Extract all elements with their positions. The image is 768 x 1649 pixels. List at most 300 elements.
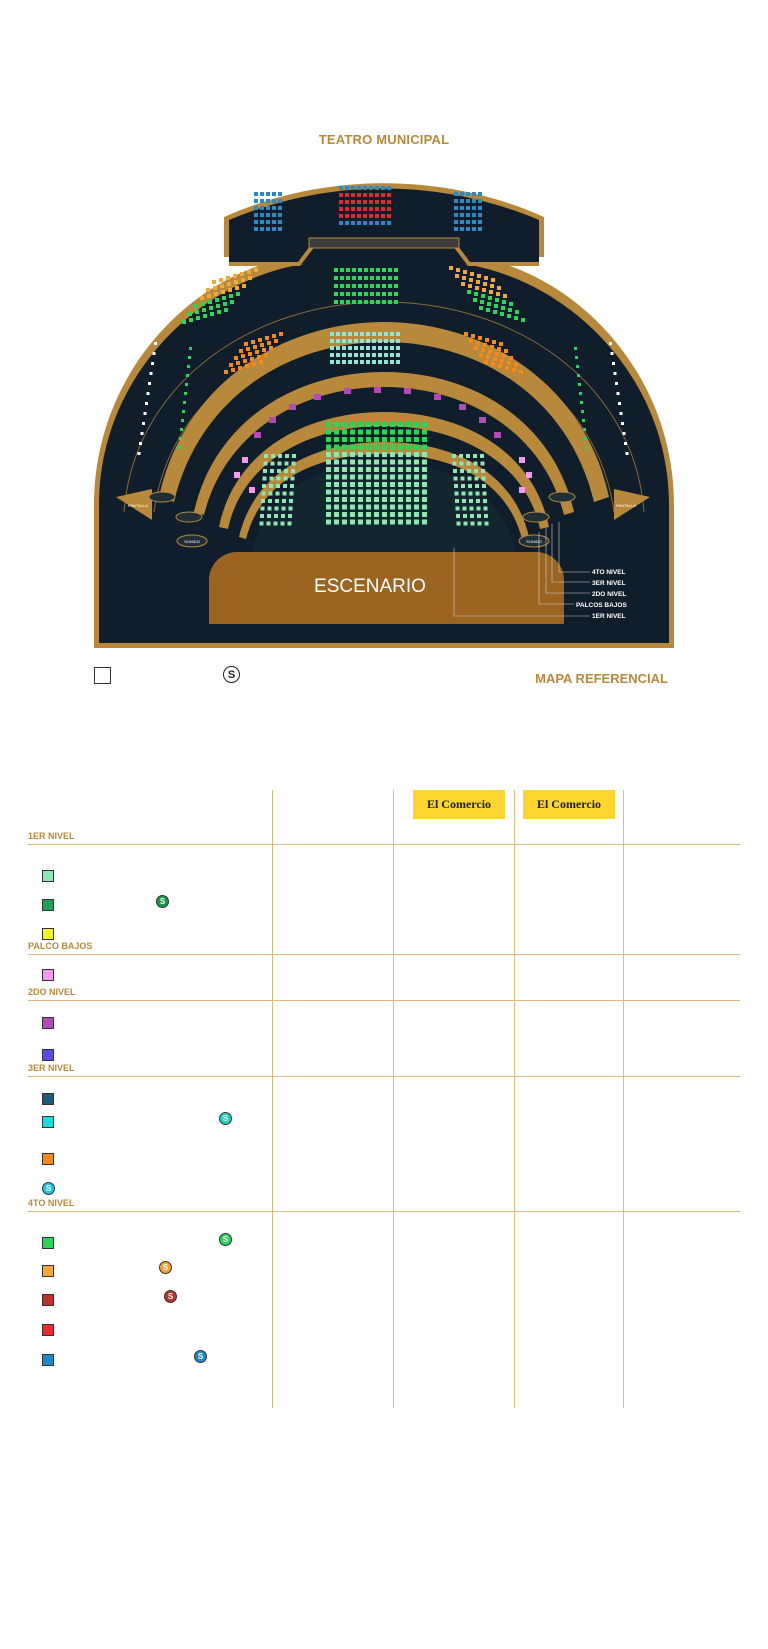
seat-2nd-left bbox=[253, 345, 257, 349]
seat-orchestra bbox=[406, 520, 411, 525]
seat-3rd-center bbox=[340, 276, 344, 280]
price-table bbox=[0, 790, 768, 1410]
seat-orchestra bbox=[422, 437, 427, 442]
seat-2nd-center bbox=[360, 332, 364, 336]
seat-3rd-right bbox=[468, 284, 472, 288]
seat-orchestra bbox=[382, 437, 387, 442]
seat-3rd-center bbox=[376, 276, 380, 280]
seat-2nd-right bbox=[504, 349, 508, 353]
seat-3rd-right bbox=[495, 298, 499, 302]
seat-orchestra bbox=[398, 452, 403, 457]
seat-3rd-left bbox=[224, 308, 228, 312]
seat-side-right-green bbox=[578, 383, 581, 386]
seat-orchestra-right bbox=[476, 492, 480, 496]
seat-side-left-green bbox=[182, 410, 185, 413]
color-swatch bbox=[42, 1049, 54, 1061]
legend-empty-box bbox=[94, 667, 111, 684]
seat-orchestra-right bbox=[467, 469, 471, 473]
seat-orchestra bbox=[422, 475, 427, 480]
seat-3rd-center bbox=[334, 284, 338, 288]
seat-3rd-center bbox=[364, 276, 368, 280]
seat-orchestra-left bbox=[264, 454, 268, 458]
seat-2nd-right bbox=[498, 364, 502, 368]
seat-orchestra-right bbox=[473, 454, 477, 458]
seat-side-right bbox=[615, 382, 618, 385]
seat-orchestra bbox=[374, 452, 379, 457]
seat-2nd-right bbox=[481, 348, 485, 352]
seat-orchestra bbox=[374, 512, 379, 517]
seat-4th-center bbox=[369, 221, 373, 225]
seat-2nd-left bbox=[241, 354, 245, 358]
seat-orchestra-left bbox=[269, 492, 273, 496]
seat-3rd-right bbox=[486, 308, 490, 312]
seat-orchestra bbox=[382, 467, 387, 472]
seat-side-right bbox=[617, 392, 620, 395]
seat-2nd-center bbox=[372, 353, 376, 357]
seat-2nd-right bbox=[495, 352, 499, 356]
seat-orchestra bbox=[334, 497, 339, 502]
seat-side-right-green bbox=[582, 419, 585, 422]
seat-4th-left bbox=[272, 220, 276, 224]
seat-3rd-left bbox=[216, 304, 220, 308]
seat-3rd-right bbox=[508, 308, 512, 312]
seat-2nd-right bbox=[512, 368, 516, 372]
level-label-3: 3ER NIVEL bbox=[592, 580, 626, 587]
seat-2nd-center bbox=[348, 360, 352, 364]
seat-3rd-center bbox=[340, 284, 344, 288]
seat-orchestra bbox=[390, 520, 395, 525]
seat-orchestra-right bbox=[461, 477, 465, 481]
seat-orchestra bbox=[390, 505, 395, 510]
seat-3rd-right bbox=[494, 304, 498, 308]
seat-side-left-green bbox=[189, 347, 192, 350]
seat-orchestra-right bbox=[456, 507, 460, 511]
seat-2nd-center bbox=[396, 332, 400, 336]
seat-orchestra bbox=[326, 437, 331, 442]
seat-orchestra bbox=[406, 437, 411, 442]
seat-2nd-center bbox=[336, 353, 340, 357]
seat-4th-left bbox=[272, 192, 276, 196]
seat-orchestra bbox=[342, 460, 347, 465]
table-column-divider bbox=[393, 790, 394, 1408]
seat-orchestra bbox=[374, 505, 379, 510]
seat-4th-right bbox=[472, 206, 476, 210]
seat-2nd-left bbox=[246, 347, 250, 351]
color-swatch bbox=[42, 1093, 54, 1105]
seat-orchestra-left bbox=[261, 499, 265, 503]
seat-2nd-center bbox=[390, 332, 394, 336]
seat-4th-center bbox=[345, 200, 349, 204]
seat-4th-left bbox=[278, 220, 282, 224]
seat-orchestra-right bbox=[483, 492, 487, 496]
seat-2nd-left bbox=[238, 366, 242, 370]
seat-orchestra bbox=[334, 490, 339, 495]
seat-orchestra bbox=[350, 430, 355, 435]
seat-orchestra-left bbox=[282, 499, 286, 503]
seat-2nd-center bbox=[330, 339, 334, 343]
seat-orchestra-left bbox=[271, 454, 275, 458]
seat-side-left-green bbox=[179, 437, 182, 440]
seat-3rd-center bbox=[334, 276, 338, 280]
seat-4th-center bbox=[339, 200, 343, 204]
seat-orchestra-left bbox=[274, 522, 278, 526]
seat-orchestra bbox=[382, 520, 387, 525]
seat-orchestra-left bbox=[271, 462, 275, 466]
seat-orchestra bbox=[358, 482, 363, 487]
seat-orchestra bbox=[382, 512, 387, 517]
seat-orchestra-right bbox=[484, 514, 488, 518]
section-divider bbox=[28, 1076, 740, 1077]
seat-2nd-left bbox=[224, 370, 228, 374]
seat-4th-center bbox=[381, 207, 385, 211]
seat-4th-left bbox=[278, 227, 282, 231]
seat-orchestra bbox=[374, 437, 379, 442]
seat-2nd-center bbox=[348, 346, 352, 350]
seat-side-right bbox=[614, 372, 617, 375]
seat-2nd-center bbox=[366, 353, 370, 357]
seat-orchestra bbox=[326, 490, 331, 495]
seat-orchestra-left bbox=[269, 484, 273, 488]
seat-3rd-left bbox=[254, 268, 258, 272]
seat-orchestra bbox=[414, 520, 419, 525]
seat-3rd-center bbox=[388, 292, 392, 296]
seat-orchestra bbox=[374, 482, 379, 487]
seat-3rd-right bbox=[455, 274, 459, 278]
seat-side-left bbox=[154, 342, 157, 345]
seat-orchestra bbox=[342, 520, 347, 525]
seat-orchestra bbox=[374, 475, 379, 480]
seat-3rd-right bbox=[482, 288, 486, 292]
seat-orchestra bbox=[366, 520, 371, 525]
seat-side-right bbox=[618, 402, 621, 405]
seat-4th-center bbox=[357, 207, 361, 211]
seat-side-left bbox=[151, 362, 154, 365]
seat-3rd-left bbox=[235, 286, 239, 290]
seat-side-left bbox=[153, 352, 156, 355]
seat-orchestra bbox=[382, 445, 387, 450]
seat-orchestra bbox=[334, 482, 339, 487]
seat-orchestra bbox=[342, 467, 347, 472]
seat-orchestra bbox=[326, 445, 331, 450]
seat-4th-right bbox=[454, 206, 458, 210]
seat-4th-center bbox=[351, 193, 355, 197]
seat-3rd-center bbox=[352, 276, 356, 280]
seat-orchestra bbox=[422, 497, 427, 502]
seat-orchestra bbox=[358, 460, 363, 465]
seat-3rd-right bbox=[484, 276, 488, 280]
seat-3rd-right bbox=[480, 300, 484, 304]
reference-map-label: MAPA REFERENCIAL bbox=[535, 671, 668, 686]
seat-side-right bbox=[612, 362, 615, 365]
seat-3rd-center bbox=[340, 292, 344, 296]
seat-orchestra bbox=[326, 452, 331, 457]
seat-4th-center bbox=[357, 214, 361, 218]
seat-orchestra bbox=[406, 430, 411, 435]
seat-orchestra bbox=[350, 520, 355, 525]
seat-3rd-center bbox=[340, 268, 344, 272]
seat-4th-center bbox=[363, 193, 367, 197]
palco-pink bbox=[234, 472, 240, 478]
seat-orchestra bbox=[390, 467, 395, 472]
seat-2nd-center bbox=[390, 346, 394, 350]
seat-orchestra bbox=[374, 467, 379, 472]
seat-orchestra bbox=[422, 460, 427, 465]
seat-orchestra-right bbox=[457, 522, 461, 526]
seat-orchestra bbox=[350, 467, 355, 472]
seat-4th-right bbox=[454, 199, 458, 203]
seat-2nd-right bbox=[509, 356, 513, 360]
seat-side-left bbox=[148, 382, 151, 385]
seat-3rd-left bbox=[234, 280, 238, 284]
seat-2nd-left bbox=[262, 348, 266, 352]
seat-orchestra bbox=[382, 460, 387, 465]
seat-orchestra bbox=[342, 430, 347, 435]
seat-3rd-right bbox=[461, 282, 465, 286]
seat-orchestra bbox=[342, 445, 347, 450]
seat-orchestra bbox=[382, 475, 387, 480]
seat-3rd-right bbox=[481, 294, 485, 298]
palco bbox=[269, 417, 276, 423]
seat-3rd-left bbox=[236, 292, 240, 296]
seat-4th-right bbox=[466, 192, 470, 196]
seat-orchestra bbox=[398, 490, 403, 495]
seat-orchestra-left bbox=[277, 477, 281, 481]
color-swatch bbox=[42, 928, 54, 940]
seat-orchestra bbox=[374, 490, 379, 495]
seat-side-right-green bbox=[575, 356, 578, 359]
level-label-2: 2DO NIVEL bbox=[592, 591, 627, 598]
seat-2nd-left bbox=[245, 364, 249, 368]
seat-orchestra bbox=[414, 505, 419, 510]
seat-orchestra bbox=[366, 430, 371, 435]
seat-side-right bbox=[621, 422, 624, 425]
seat-orchestra-right bbox=[454, 484, 458, 488]
seat-orchestra bbox=[350, 490, 355, 495]
seat-3rd-center bbox=[382, 300, 386, 304]
seat-2nd-right bbox=[519, 370, 523, 374]
seat-orchestra bbox=[422, 445, 427, 450]
seat-3rd-center bbox=[364, 284, 368, 288]
seat-3rd-center bbox=[352, 284, 356, 288]
seat-side-right-green bbox=[581, 410, 584, 413]
seat-4th-center bbox=[339, 186, 343, 190]
seat-orchestra bbox=[358, 497, 363, 502]
seat-orchestra bbox=[342, 482, 347, 487]
seat-orchestra-left bbox=[270, 469, 274, 473]
seat-2nd-center bbox=[348, 332, 352, 336]
seat-3rd-left bbox=[242, 284, 246, 288]
seat-3rd-left bbox=[226, 276, 230, 280]
seat-orchestra bbox=[366, 452, 371, 457]
seat-4th-right bbox=[466, 227, 470, 231]
seat-2nd-right bbox=[499, 342, 503, 346]
seat-orchestra bbox=[334, 520, 339, 525]
seat-4th-left bbox=[278, 199, 282, 203]
table-column-divider bbox=[623, 790, 624, 1408]
seat-4th-center bbox=[363, 186, 367, 190]
seat-orchestra-left bbox=[262, 484, 266, 488]
screen-label-left: PANTALLA bbox=[128, 503, 148, 508]
seat-orchestra bbox=[358, 467, 363, 472]
seat-orchestra bbox=[342, 512, 347, 517]
seat-orchestra-right bbox=[466, 454, 470, 458]
seat-2nd-center bbox=[336, 339, 340, 343]
seat-side-left bbox=[145, 402, 148, 405]
seat-4th-center bbox=[345, 214, 349, 218]
seat-orchestra bbox=[350, 445, 355, 450]
seat-3rd-center bbox=[370, 268, 374, 272]
seat-orchestra bbox=[326, 520, 331, 525]
seat-4th-center bbox=[375, 221, 379, 225]
seat-2nd-left bbox=[258, 338, 262, 342]
seat-orchestra-right bbox=[475, 477, 479, 481]
seat-orchestra bbox=[334, 452, 339, 457]
seat-4th-center bbox=[381, 200, 385, 204]
seat-3rd-center bbox=[394, 292, 398, 296]
seat-2nd-center bbox=[366, 360, 370, 364]
seat-orchestra bbox=[366, 445, 371, 450]
seat-3rd-center bbox=[334, 268, 338, 272]
seat-2nd-left bbox=[231, 368, 235, 372]
seat-3rd-left bbox=[210, 312, 214, 316]
seat-orchestra-right bbox=[463, 507, 467, 511]
seat-3rd-right bbox=[521, 318, 525, 322]
seat-2nd-center bbox=[378, 360, 382, 364]
seat-orchestra bbox=[390, 460, 395, 465]
section-label: 4TO NIVEL bbox=[28, 1198, 75, 1208]
seat-3rd-left bbox=[228, 288, 232, 292]
palco bbox=[314, 394, 321, 400]
seat-4th-right bbox=[478, 227, 482, 231]
seat-orchestra bbox=[358, 437, 363, 442]
seat-4th-right bbox=[454, 227, 458, 231]
seat-orchestra bbox=[390, 430, 395, 435]
seat-4th-center bbox=[387, 200, 391, 204]
seat-orchestra bbox=[390, 437, 395, 442]
seat-orchestra bbox=[406, 467, 411, 472]
seat-orchestra bbox=[398, 437, 403, 442]
seat-3rd-right bbox=[483, 282, 487, 286]
seat-orchestra bbox=[390, 452, 395, 457]
seat-orchestra-right bbox=[459, 454, 463, 458]
seat-orchestra bbox=[358, 422, 363, 427]
seat-2nd-right bbox=[514, 363, 518, 367]
seat-orchestra bbox=[350, 475, 355, 480]
palco-pink bbox=[249, 487, 255, 493]
seat-orchestra bbox=[406, 445, 411, 450]
seat-2nd-right bbox=[492, 340, 496, 344]
seat-orchestra-left bbox=[290, 492, 294, 496]
seat-2nd-center bbox=[330, 346, 334, 350]
seat-4th-right bbox=[478, 206, 482, 210]
seat-orchestra-right bbox=[464, 522, 468, 526]
seat-4th-left bbox=[278, 206, 282, 210]
seat-orchestra bbox=[414, 467, 419, 472]
seat-orchestra-right bbox=[468, 477, 472, 481]
seat-3rd-right bbox=[475, 286, 479, 290]
seat-4th-left bbox=[266, 227, 270, 231]
seat-3rd-left bbox=[208, 300, 212, 304]
seat-orchestra-right bbox=[470, 514, 474, 518]
seat-2nd-left bbox=[244, 342, 248, 346]
seat-orchestra-left bbox=[291, 477, 295, 481]
seat-4th-center bbox=[345, 221, 349, 225]
seat-2nd-left bbox=[236, 361, 240, 365]
seat-3rd-center bbox=[394, 284, 398, 288]
seat-2nd-center bbox=[330, 353, 334, 357]
seat-2nd-center bbox=[354, 339, 358, 343]
section-divider bbox=[28, 1211, 740, 1212]
seat-orchestra bbox=[342, 505, 347, 510]
page-title: TEATRO MUNICIPAL bbox=[318, 132, 450, 147]
seat-3rd-left bbox=[212, 280, 216, 284]
seat-orchestra bbox=[326, 505, 331, 510]
seat-3rd-center bbox=[346, 292, 350, 296]
balcony-front bbox=[309, 238, 459, 248]
color-swatch bbox=[42, 870, 54, 882]
seat-2nd-center bbox=[372, 360, 376, 364]
seat-2nd-left bbox=[239, 349, 243, 353]
seat-2nd-center bbox=[384, 353, 388, 357]
seat-side-left-green bbox=[184, 392, 187, 395]
seat-4th-center bbox=[351, 214, 355, 218]
palco-pink bbox=[519, 457, 525, 463]
color-swatch bbox=[42, 1265, 54, 1277]
seat-orchestra bbox=[382, 422, 387, 427]
seat-3rd-right bbox=[479, 306, 483, 310]
stage-label: ESCENARIO bbox=[314, 576, 426, 597]
seat-3rd-right bbox=[491, 278, 495, 282]
seat-4th-left bbox=[254, 227, 258, 231]
seat-3rd-left bbox=[230, 300, 234, 304]
seat-orchestra bbox=[390, 490, 395, 495]
seat-orchestra-left bbox=[261, 507, 265, 511]
seat-orchestra-left bbox=[276, 492, 280, 496]
seat-orchestra-right bbox=[460, 462, 464, 466]
seat-orchestra bbox=[326, 482, 331, 487]
s-coin-icon: S bbox=[156, 895, 169, 908]
color-swatch bbox=[42, 1294, 54, 1306]
seat-4th-center bbox=[345, 207, 349, 211]
seat-4th-center bbox=[387, 186, 391, 190]
seat-orchestra-right bbox=[469, 499, 473, 503]
seat-4th-right bbox=[460, 199, 464, 203]
seat-orchestra-left bbox=[285, 454, 289, 458]
seat-2nd-center bbox=[396, 346, 400, 350]
seat-orchestra-left bbox=[290, 484, 294, 488]
seat-4th-center bbox=[387, 221, 391, 225]
seat-2nd-left bbox=[252, 362, 256, 366]
seat-2nd-center bbox=[396, 353, 400, 357]
seat-3rd-left bbox=[188, 312, 192, 316]
seat-orchestra bbox=[334, 467, 339, 472]
seat-3rd-left bbox=[223, 302, 227, 306]
seat-2nd-left bbox=[264, 353, 268, 357]
seat-side-left bbox=[144, 412, 147, 415]
seat-2nd-center bbox=[336, 332, 340, 336]
seat-orchestra bbox=[334, 437, 339, 442]
seat-4th-center bbox=[363, 200, 367, 204]
seat-orchestra-left bbox=[291, 469, 295, 473]
theater-seating-map bbox=[94, 172, 674, 658]
seat-3rd-left bbox=[202, 308, 206, 312]
seat-3rd-left bbox=[241, 278, 245, 282]
seat-side-left-green bbox=[186, 374, 189, 377]
seat-4th-center bbox=[345, 186, 349, 190]
seat-orchestra bbox=[422, 430, 427, 435]
seat-orchestra bbox=[422, 467, 427, 472]
seat-orchestra-left bbox=[278, 454, 282, 458]
